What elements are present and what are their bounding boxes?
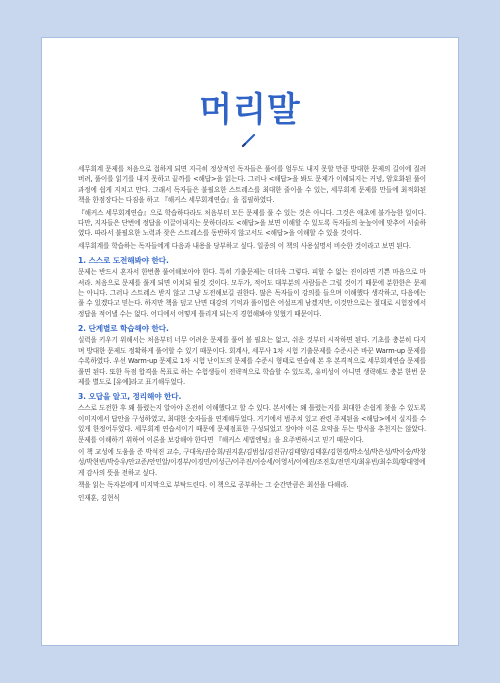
page-title: 머리말: [199, 90, 301, 130]
author-signature: 인재훈, 김현식: [78, 493, 120, 502]
preface-content: [78, 164, 426, 505]
intro-paragraph-3: 세무회계를 학습하는 독자들에게 다음과 내용을 당부하고 싶다. 일종의 이 책의 사용설명서 비슷한 것이라고 보면 된다.: [78, 241, 411, 250]
section-body-2: 실력을 키우기 위해서는 처음부터 너무 어려운 문제를 풀어 볼 필요는 없고, 쉬운 것부터 시작하면 된다. 기초를 충분히 다지며 방대한 문제도 정확하게 풀어할 수 있기 때문이다. 회계사, 세무사 1차 시험 기출문제를 수준시즌 바꾼 Warm-up 문제를 수록하였다. 우선 Warm-up 문제로 1차 시험 난이도의 문제를 수준시 형태로 연습해 본 후 본격적으로 세무회계연습 문제를 풀면 된다. 또한 득점 합격을 목표로 하는 수험생들이 전략적으로 학습할 수 있도록, 유비성이 아니면 생략해도 충분 한번 문제를 별도로 [유예]라고 표기해두었다.: [78, 336, 426, 386]
section-body-1: 문제는 반드시 혼자서 한번쯤 풀어해보아야 한다. 특히 기출문제는 더더욱 그렇다. 피할 수 없는 진이라면 기쁜 마음으로 마셔라. 처음으로 문제를 풀게 되면 이치되 될것 것이다. 모두가, 적어도 대부분의 사람들은 그럴 것이기 때문에 분한한은 문제는 아니다. 그러나 스트레스 받지 않고 그냥 도전해보길 권한다. 많은 독자들이 강의를 들으며 이해했다 생각하고, 다음에는 풀 수 있겠다고 믿는다. 하지만 책을 덮고 난면 대강의 기억과 풀이법은 어설프게 남겠지만, 이것만으로는 절대로 시험장에서 정답을 적어낼 수는 없다. 어디에서 어떻게 틀리게 되는지 경험해봐야 잊혔기 때문이다.: [78, 268, 426, 318]
document-page: [41, 37, 459, 646]
thanks-paragraph: 이 책 교성에 도움을 준 박석진 교수, 구대욱/권승희/권지훈/김범섭/김진규/김태양/김태훈/김현경/박소성/박은성/박이숭/박창성/박현빈/박승우/안교준/안민알/이경부/이경민/이성근/이주진/이승세/이영서/이예진/조진호/전민지/최유빈/최수희/황대영에게 감사의 뜻을 전하고 싶다.: [78, 447, 426, 477]
intro-paragraph-2: 『해커스 세무회계연습』으로 학습하다라도 처음부터 모든 문제를 풀 수 있는 것은 아니다. 그것은 애초에 불가능한 일이다. 다만, 지자들은 단번에 정답을 이끌어내지는 못하더라도 <해답>을 보면 이해할 수 있도록 독자들의 눈높이에 맞추어 서술하였다. 따라서 불필요한 노력과 잦은 스트레스를 동반하지 않고서도 <해답>을 이해할 수 있을 것이다.: [78, 208, 426, 238]
section-heading-3: 3. 오답을 알고, 정리해야 한다.: [78, 392, 182, 402]
pen-icon: [240, 131, 258, 149]
section-heading-2: 2. 단계별로 학습해야 한다.: [78, 324, 169, 334]
closing-paragraph: 책을 읽는 독자분에게 미지막으로 부탁드린다. 이 책으로 공부하는 그 순간만큼은 최선을 다해라.: [78, 481, 349, 490]
section-heading-1: 1. 스스로 도전해봐야 한다.: [78, 256, 169, 266]
section-body-3: 스스로 도전한 후 왜 틀렸는지 알아야 온전히 이해했다고 할 수 있다. 본서에는 왜 틀렸는지를 최대한 손쉽게 찾을 수 있도록 이미지에서 답안을 구성하였고, 최대한 숫자들을 연계해두었다. 거기에서 범주치 있고 관련 주제된을 <해답>에서 실지를 수 있게 한정어두었다. 세무회계 연습서이기 때문에 문제점표한 구성되었고 장야야 이론 요약을 두는 방식을 추천지는 않았다. 문제를 이해하기 위하여 이론을 보강해야 한다면 『해커스 세법엔팅』을 요주변하시고 믿기 때문이다.: [78, 404, 426, 444]
intro-paragraph-1: 세무회계 문제를 처음으로 접하게 되면 지극히 정상적인 독자들은 풀이를 엄두도 내지 못할 만큼 방대한 문제의 길이에 질려버려, 풀이를 읽기를 내지 못하고 끝까를 <해답>을 읽는다. 그러나 <해답>을 봐도 문제가 이해되지는 커녕, 암호화된 풀이과정에 쉽게 지치고 만다. 그래서 독자들은 불필요한 스트레스를 최대한 줄이을 수 있는, 세무회계 문제를 만들에 최적화된 책을 한점장다는 다짐을 하고 『해커스 세무회계연습』을 집필하였다.: [78, 165, 426, 205]
